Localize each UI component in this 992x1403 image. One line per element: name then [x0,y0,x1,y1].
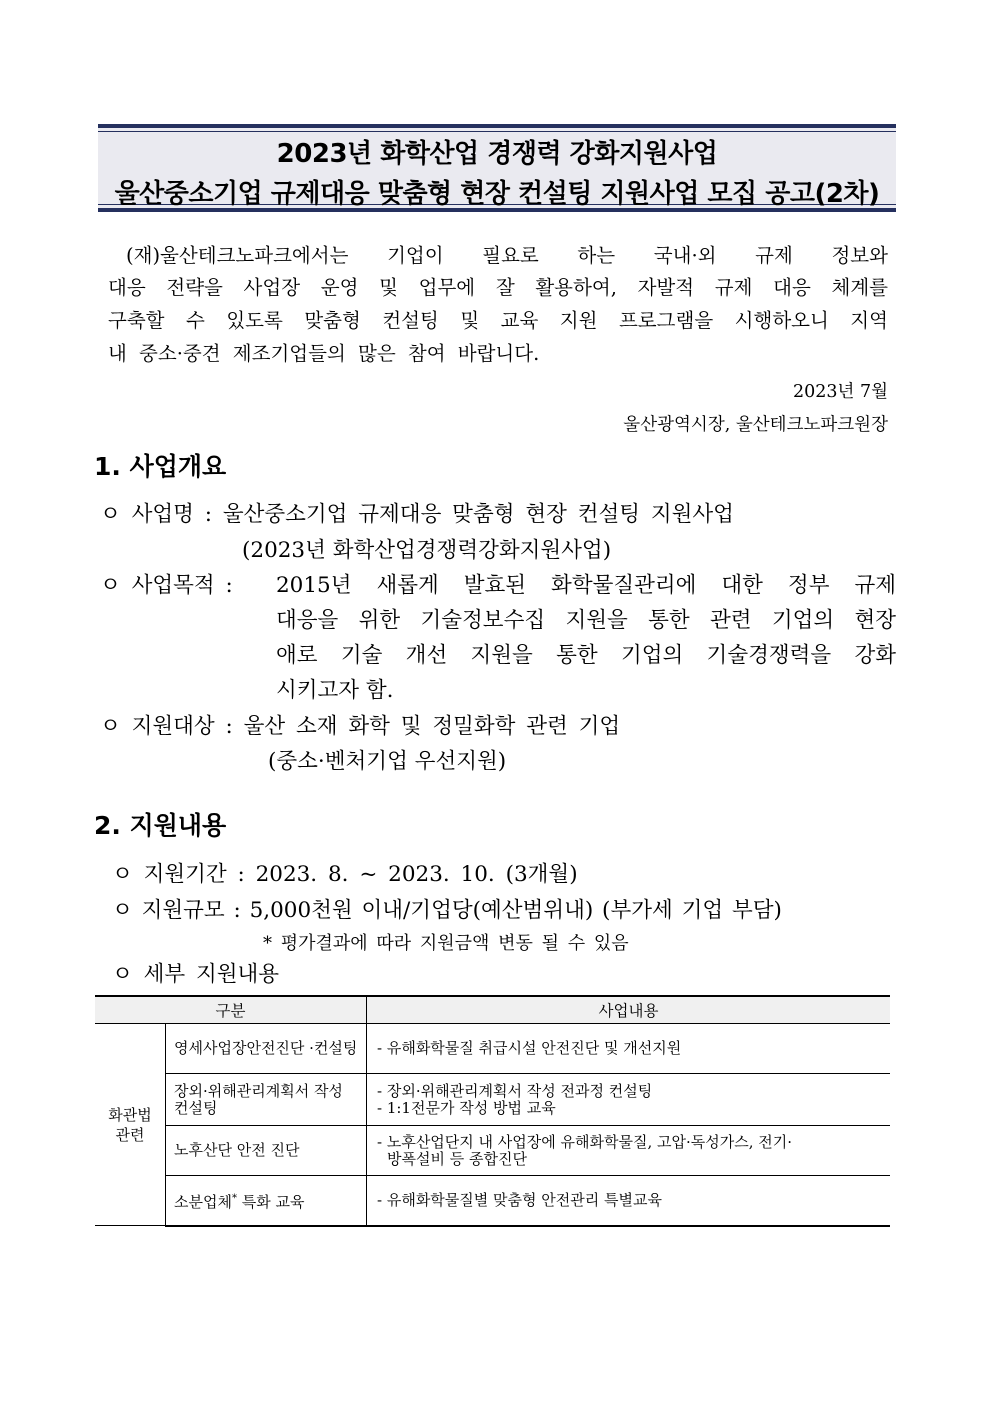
project-name: ㅇ 사업명 : 울산중소기업 규제대응 맞춤형 현장 컨설팅 지원사업 [100,502,734,527]
intro-line-1: (재)울산테크노파크에서는 기업이 필요로 하는 국내·외 규제 정보와 [126,244,888,267]
item-footnote-mark: * [231,1192,237,1204]
section2-heading: 2. 지원내용 [94,811,227,840]
title-box [98,124,896,212]
intro-line-3: 구축할 수 있도록 맞춤형 컨설팅 및 교육 지원 프로그램을 시행하오니 지역 [108,309,888,332]
category-label: 화관법 관련 [108,1105,152,1144]
target-sub: (중소·벤처기업 우선지원) [268,749,507,774]
item-text: 소분업체 [174,1192,232,1211]
item-text-tail: 특화 교육 [236,1192,305,1211]
purpose-line-3: 애로 기술 개선 지원을 통한 기업의 기술경쟁력을 강화 [276,643,896,668]
header-category: 구분 [95,996,367,1024]
support-detail-table [95,995,890,1227]
issuer: 울산광역시장, 울산테크노파크원장 [623,415,888,435]
header-content: 사업내용 [367,996,891,1024]
announcement-date: 2023년 7월 [792,382,888,402]
section1-heading: 1. 사업개요 [94,452,227,481]
content-line: - 노후산업단지 내 사업장에 유해화학물질, 고압·독성가스, 전기· [377,1132,793,1151]
title-line-1: 2023년 화학산업 경쟁력 강화지원사업 [276,139,718,169]
item-cell [166,1176,367,1226]
content-line: - 장외·위해관리계획서 작성 전과정 컨설팅 [377,1081,653,1100]
content-cell: - 유해화학물질별 맞춤형 안전관리 특별교육 [367,1176,891,1226]
content-cell [367,1126,891,1176]
purpose-line-1: 2015년 새롭게 발효된 화학물질관리에 대한 정부 규제 [276,573,896,598]
support-scale: ㅇ 지원규모 : 5,000천원 이내/기업당(예산범위내) (부가세 기업 부담) [112,898,782,923]
intro-line-2: 대응 전략을 사업장 운영 및 업무에 잘 활용하여, 자발적 규제 대응 체계를 [108,276,888,299]
support-period: ㅇ 지원기간 : 2023. 8. ~ 2023. 10. (3개월) [112,862,578,887]
title-line-2: 울산중소기업 규제대응 맞춤형 현장 컨설팅 지원사업 모집 공고(2차) [114,179,880,209]
table-row [95,1126,890,1176]
category-cell [95,1024,166,1226]
detail-label: ㅇ 세부 지원내용 [112,962,280,987]
item-cell: 장외·위해관리계획서 작성 컨설팅 [166,1074,367,1126]
support-scale-note: * 평가결과에 따라 지원금액 변동 될 수 있음 [263,933,629,954]
purpose-label: ㅇ 사업목적 : [100,573,233,598]
table-header-row [95,996,890,1024]
content-cell [367,1074,891,1126]
content-cell: - 유해화학물질 취급시설 안전진단 및 개선지원 [367,1024,891,1074]
purpose-line-2: 대응을 위한 기술정보수집 지원을 통한 관련 기업의 현장 [276,608,896,633]
table-row [95,1024,890,1074]
content-line: 방폭설비 등 종합진단 [387,1149,527,1168]
intro-line-4: 내 중소·중견 제조기업들의 많은 참여 바랍니다. [108,342,540,365]
table-row [95,1074,890,1126]
target-label: ㅇ 지원대상 : 울산 소재 화학 및 정밀화학 관련 기업 [100,714,621,739]
item-cell: 노후산단 안전 진단 [166,1126,367,1176]
content-line: - 1:1전문가 작성 방법 교육 [377,1098,556,1117]
title-inner-rule-top [98,131,896,132]
table-row [95,1176,890,1226]
project-name-sub: (2023년 화학산업경쟁력강화지원사업) [242,538,612,563]
purpose-line-4: 시키고자 함. [276,678,394,703]
item-cell: 영세사업장안전진단 ·컨설팅 [166,1024,367,1074]
